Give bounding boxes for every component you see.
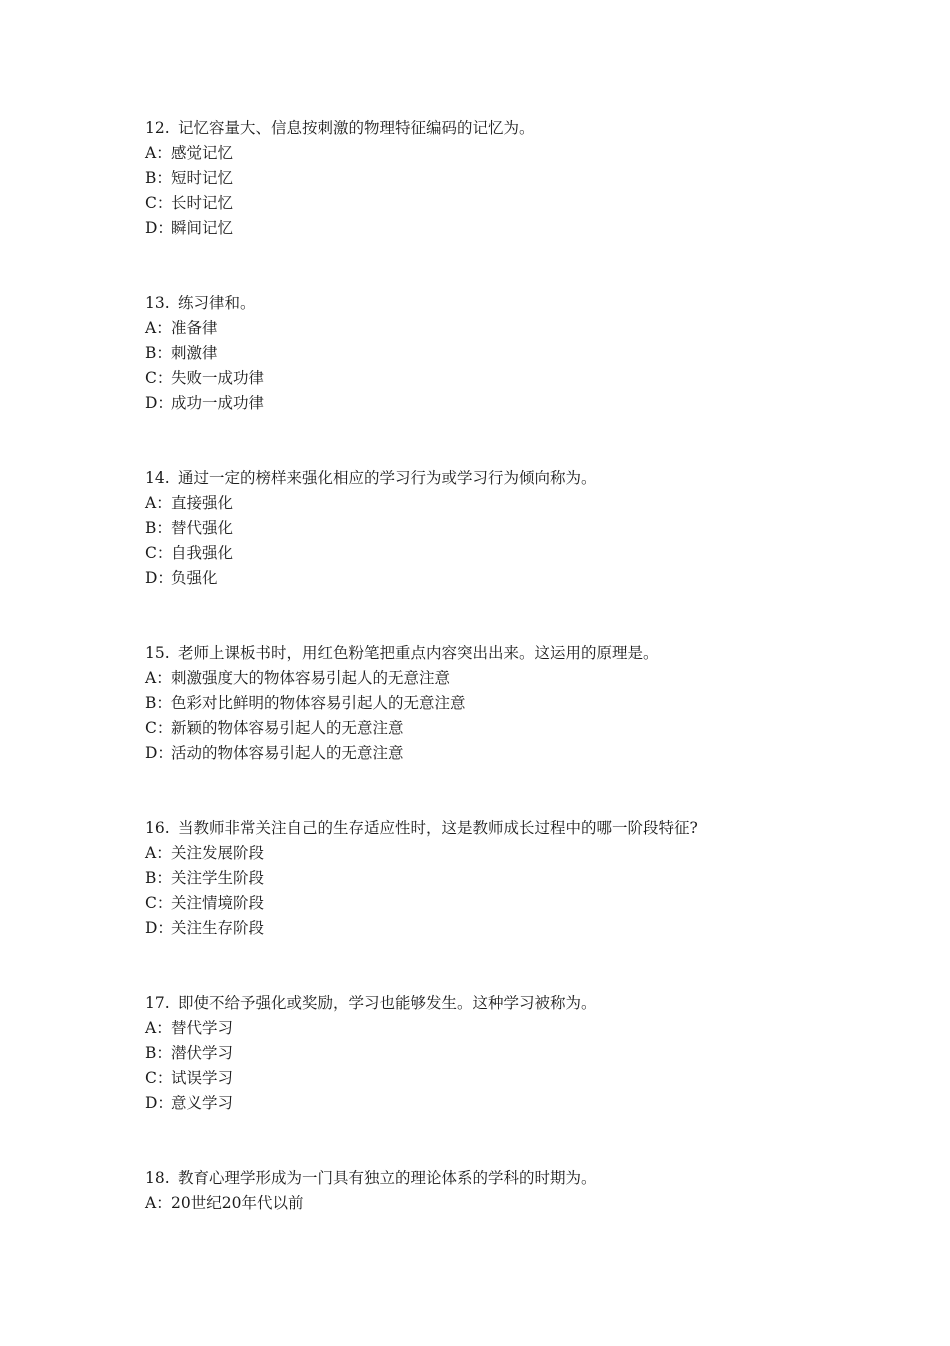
option-text: 关注情境阶段 — [171, 894, 265, 912]
option-letter: A： — [145, 1194, 172, 1212]
option-letter: C： — [145, 194, 173, 212]
option-text: 试误学习 — [171, 1069, 234, 1087]
option-letter: D： — [145, 744, 173, 762]
option-letter: D： — [145, 569, 173, 587]
option-letter: C： — [145, 719, 173, 737]
question-title — [145, 291, 905, 316]
option-letter: C： — [145, 544, 173, 562]
option-text: 成功一成功律 — [171, 394, 265, 412]
option-text: 20世纪20年代以前 — [171, 1194, 304, 1212]
option-a — [145, 1191, 905, 1216]
option-letter: B： — [145, 694, 172, 712]
option-letter: D： — [145, 394, 173, 412]
question-number: 17. — [145, 994, 170, 1012]
option-text: 意义学习 — [171, 1094, 234, 1112]
option-letter: B： — [145, 344, 172, 362]
option-letter: D： — [145, 219, 173, 237]
option-letter: C： — [145, 1069, 173, 1087]
option-letter: A： — [145, 669, 172, 687]
question-text: 通过一定的榜样来强化相应的学习行为或学习行为倾向称为。 — [178, 469, 597, 487]
option-text: 长时记忆 — [171, 194, 234, 212]
option-text: 新颖的物体容易引起人的无意注意 — [171, 719, 404, 737]
option-c — [145, 716, 905, 741]
question-title — [145, 991, 905, 1016]
question-number: 16. — [145, 819, 170, 837]
question-title — [145, 116, 905, 141]
question-13 — [145, 291, 905, 416]
option-text: 自我强化 — [171, 544, 234, 562]
option-letter: B： — [145, 519, 172, 537]
option-text: 刺激律 — [171, 344, 218, 362]
option-d — [145, 391, 905, 416]
question-title — [145, 641, 905, 666]
question-16 — [145, 816, 905, 941]
option-a — [145, 841, 905, 866]
question-number: 18. — [145, 1169, 170, 1187]
option-text: 关注生存阶段 — [171, 919, 265, 937]
option-text: 瞬间记忆 — [171, 219, 234, 237]
question-number: 15. — [145, 644, 170, 662]
option-letter: D： — [145, 1094, 173, 1112]
option-d — [145, 916, 905, 941]
question-17 — [145, 991, 905, 1116]
option-letter: C： — [145, 894, 173, 912]
option-text: 关注发展阶段 — [171, 844, 265, 862]
question-text: 记忆容量大、信息按刺激的物理特征编码的记忆为。 — [178, 119, 535, 137]
option-c — [145, 366, 905, 391]
option-c — [145, 1066, 905, 1091]
question-18 — [145, 1166, 905, 1216]
question-number: 12. — [145, 119, 170, 137]
option-text: 潜伏学习 — [171, 1044, 234, 1062]
option-b — [145, 341, 905, 366]
option-a — [145, 1016, 905, 1041]
option-b — [145, 1041, 905, 1066]
option-b — [145, 166, 905, 191]
option-d — [145, 216, 905, 241]
option-d — [145, 741, 905, 766]
question-number: 14. — [145, 469, 170, 487]
question-title — [145, 816, 905, 841]
option-text: 失败一成功律 — [171, 369, 265, 387]
question-14 — [145, 466, 905, 591]
option-b — [145, 516, 905, 541]
option-a — [145, 316, 905, 341]
option-letter: A： — [145, 494, 172, 512]
option-d — [145, 1091, 905, 1116]
option-b — [145, 691, 905, 716]
option-a — [145, 141, 905, 166]
option-a — [145, 666, 905, 691]
option-letter: A： — [145, 319, 172, 337]
option-letter: C： — [145, 369, 173, 387]
option-letter: D： — [145, 919, 173, 937]
option-text: 短时记忆 — [171, 169, 234, 187]
question-text: 当教师非常关注自己的生存适应性时，这是教师成长过程中的哪一阶段特征? — [178, 819, 698, 837]
option-letter: A： — [145, 844, 172, 862]
option-c — [145, 541, 905, 566]
option-text: 准备律 — [171, 319, 218, 337]
option-text: 活动的物体容易引起人的无意注意 — [171, 744, 404, 762]
option-letter: B： — [145, 1044, 172, 1062]
option-letter: B： — [145, 869, 172, 887]
option-letter: A： — [145, 144, 172, 162]
question-number: 13. — [145, 294, 170, 312]
question-text: 老师上课板书时，用红色粉笔把重点内容突出出来。这运用的原理是。 — [178, 644, 659, 662]
question-text: 教育心理学形成为一门具有独立的理论体系的学科的时期为。 — [178, 1169, 597, 1187]
option-text: 直接强化 — [171, 494, 234, 512]
option-text: 关注学生阶段 — [171, 869, 265, 887]
question-text: 练习律和。 — [178, 294, 256, 312]
question-12 — [145, 116, 905, 241]
option-letter: A： — [145, 1019, 172, 1037]
question-title — [145, 466, 905, 491]
option-b — [145, 866, 905, 891]
question-text: 即使不给予强化或奖励，学习也能够发生。这种学习被称为。 — [178, 994, 597, 1012]
option-a — [145, 491, 905, 516]
option-text: 刺激强度大的物体容易引起人的无意注意 — [171, 669, 451, 687]
option-d — [145, 566, 905, 591]
option-c — [145, 891, 905, 916]
option-text: 替代强化 — [171, 519, 234, 537]
question-title — [145, 1166, 905, 1191]
option-text: 感觉记忆 — [171, 144, 234, 162]
option-text: 色彩对比鲜明的物体容易引起人的无意注意 — [171, 694, 466, 712]
option-letter: B： — [145, 169, 172, 187]
option-text: 替代学习 — [171, 1019, 234, 1037]
option-c — [145, 191, 905, 216]
question-15 — [145, 641, 905, 766]
option-text: 负强化 — [171, 569, 218, 587]
